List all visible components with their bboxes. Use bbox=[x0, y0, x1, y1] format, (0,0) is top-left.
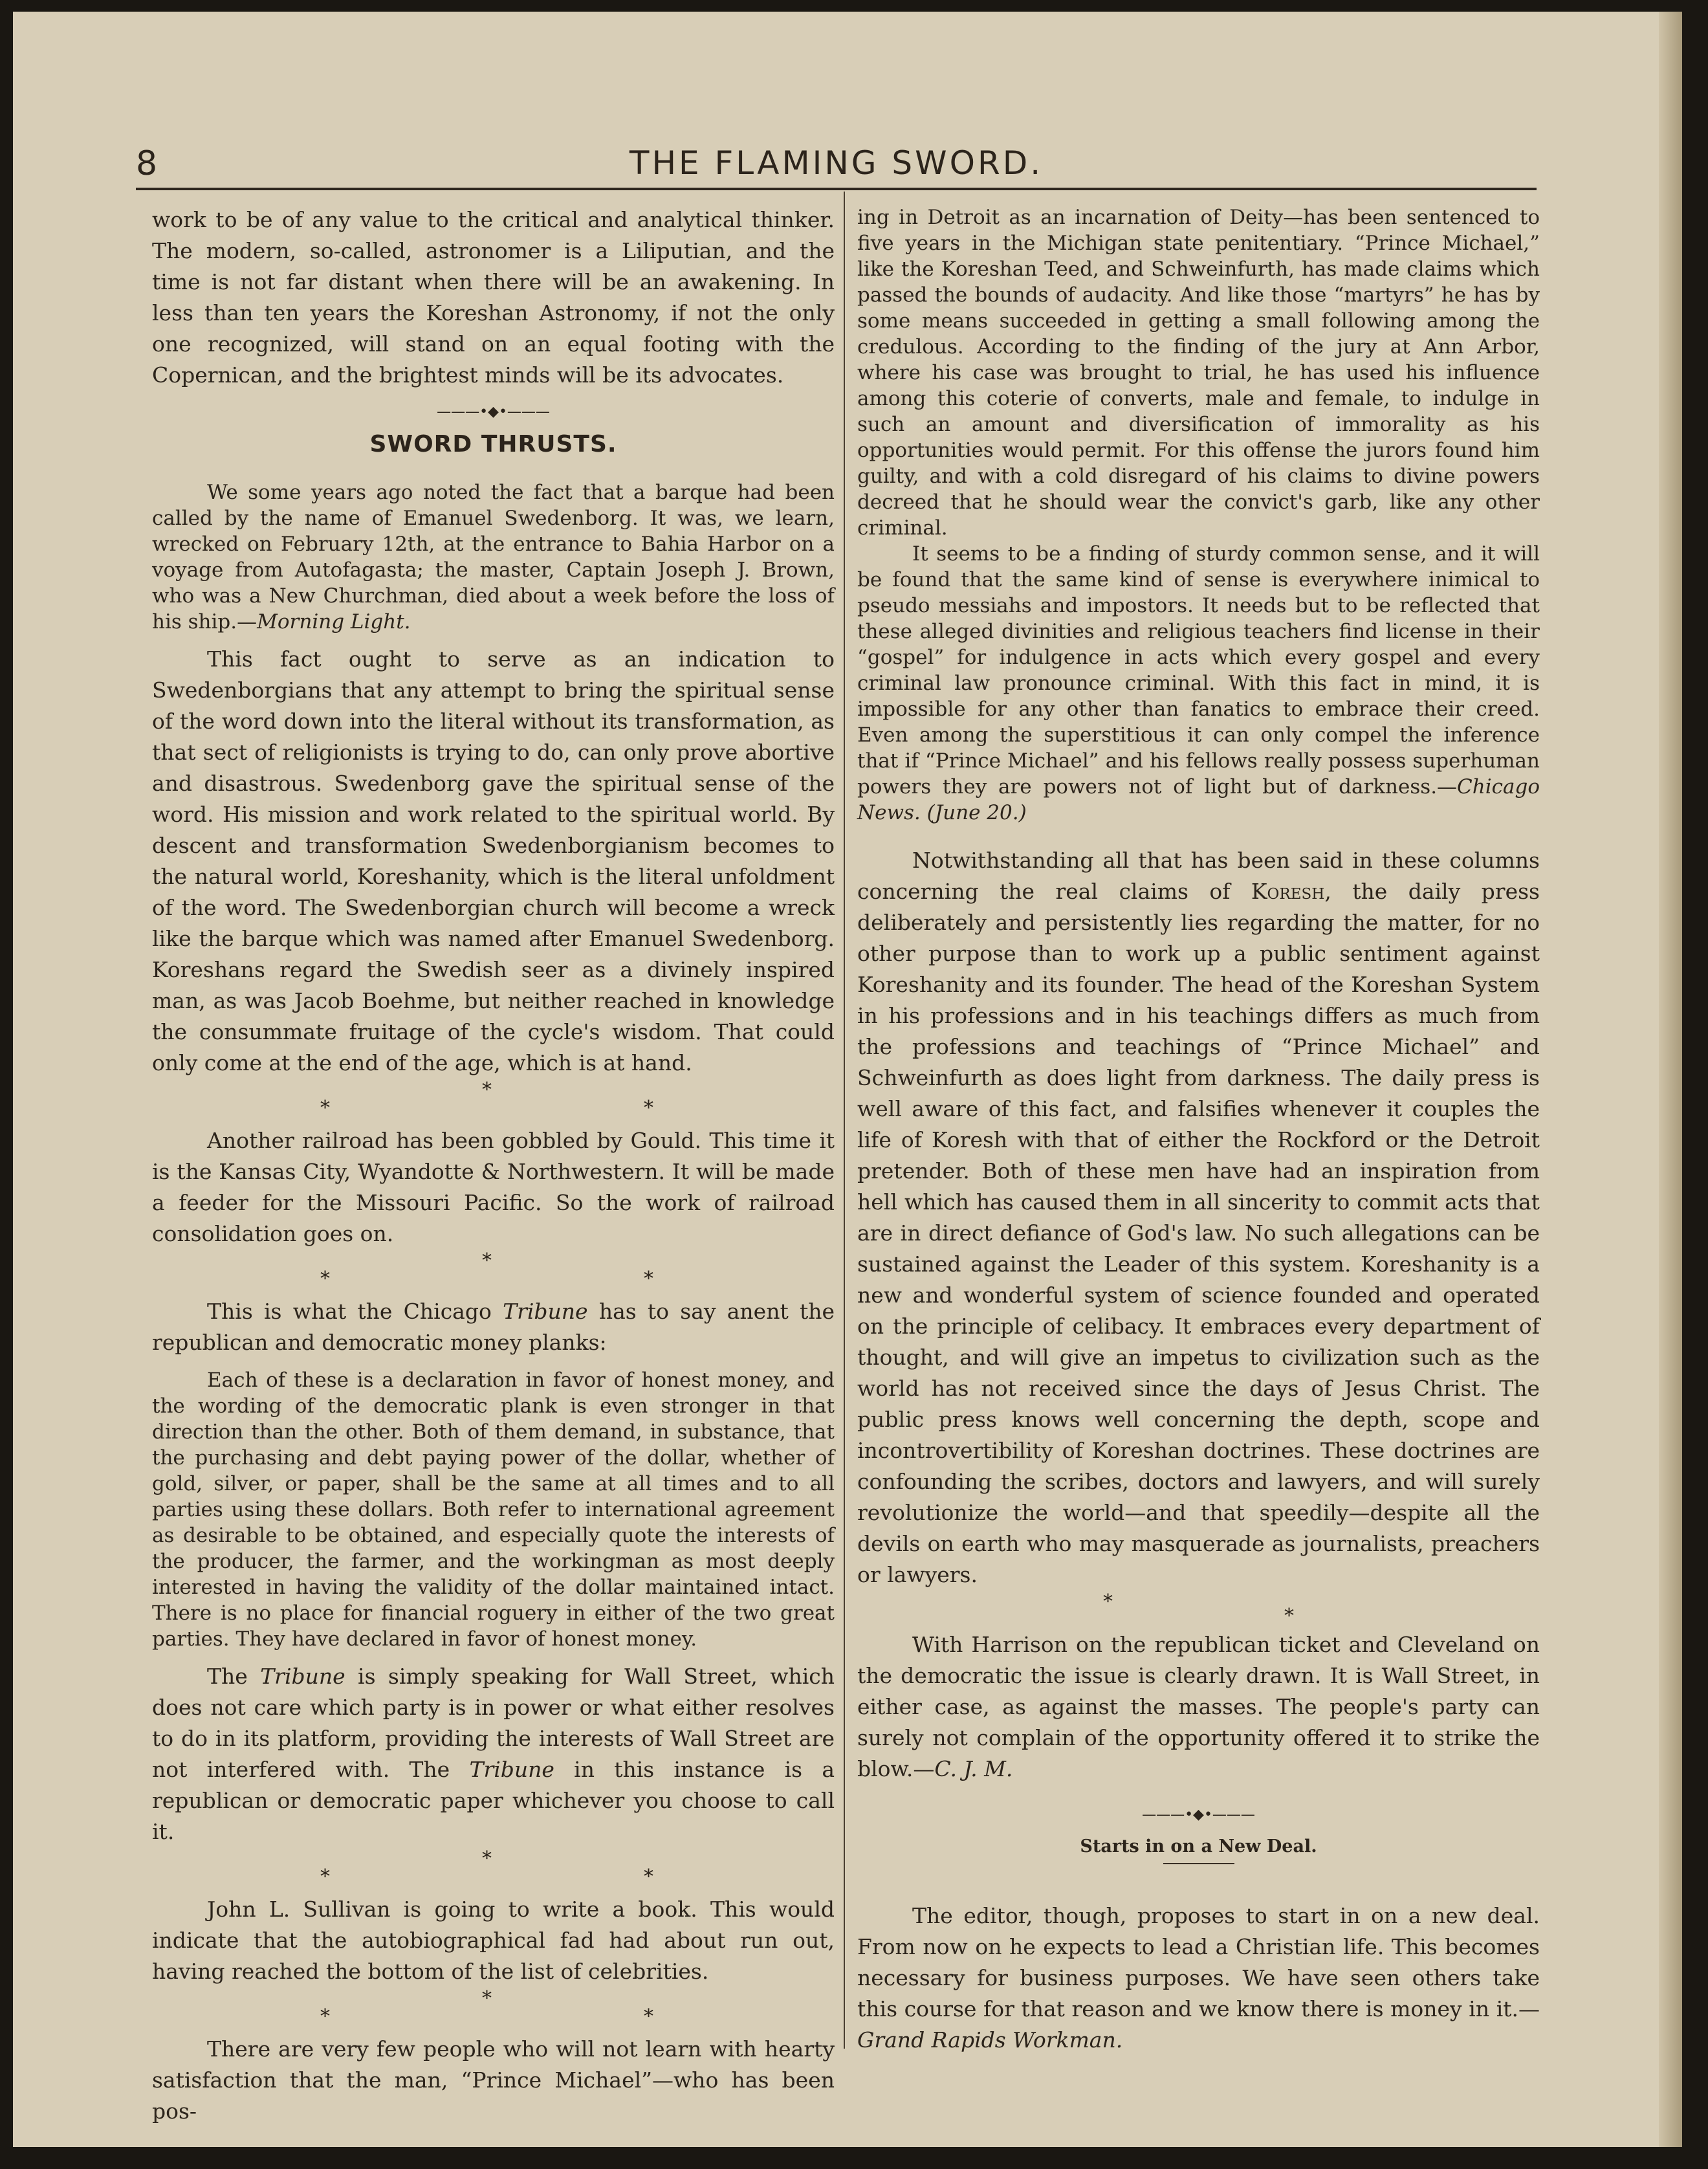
new-deal-heading: Starts in on a New Deal. bbox=[1080, 1836, 1317, 1856]
tribune-intro-paragraph: This is what the Chicago Tribune has to say anent the republican and democratic money planks: bbox=[152, 1299, 835, 1355]
prince-michael-paragraph: There are very few people who will not learn with hearty satisfaction that the man, “Prince Michael”—who has been pos- bbox=[152, 2036, 835, 2124]
quoted-prince-paragraph: ing in Detroit as an incarnation of Deity—has been sentenced to five years in the Michigan state penitentiary. “Prince Michael,” like the Koreshan Teed, and Schweinfurth, has made claims which passed the bounds of audacity. And like those “martyrs” he has by some means succeeded in getting a small following among the credulous. According to the finding of the jury at Ann Arbor, where his case was brought to trial, he has used his influence among this coterie of converts, male and female, to indulge in such an amount and diversification of immorality as his opportunities would permit. For this offense the jurors found him guilty, and with a cold disregard of his claims to divine powers decreed that he should wear the convict's garb, like any other criminal. bbox=[857, 206, 1540, 540]
quoted-barque-paragraph: We some years ago noted the fact that a barque had been called by the name of Emanuel Swedenborg. It was, we learn, wrecked on February 12th, at the entrance to Bahia Harbor on a voyage from Autofagasta; the master, Captain Joseph J. Brown, who was a New Churchman, died about a week before the loss of his ship.—Morning Light. bbox=[152, 481, 835, 633]
source-citation: Grand Rapids Workman. bbox=[857, 2027, 1123, 2053]
sullivan-paragraph: John L. Sullivan is going to write a book. This would indicate that the autobiographical fad had about run out, having reached the bottom of the list of celebrities. bbox=[152, 1897, 835, 1984]
section-stars: * * * bbox=[320, 1847, 653, 1888]
wall-street-paragraph: The Tribune is simply speaking for Wall Street, which does not care which party is in power or what either resolves to do in its platform, providing the interests of Wall Street are not interfered with. The Tribune in this instance is a republican or democratic paper whichever you choose to call it. bbox=[152, 1664, 835, 1844]
railroad-paragraph: Another railroad has been gobbled by Gould. This time it is the Kansas City, Wyandotte & Northwestern. It will be made a feeder for the Missouri Pacific. So the work of railroad consolidation goes on. bbox=[152, 1128, 835, 1246]
page-number: 8 bbox=[136, 144, 158, 183]
scanned-page bbox=[13, 12, 1682, 2147]
section-stars: * * * bbox=[320, 1987, 653, 2028]
harrison-paragraph: With Harrison on the republican ticket and Cleveland on the democratic the issue is clearly drawn. It is Wall Street, in either case, as against the masses. The people's party can surely not complain of the opportunity offered it to strike the blow.—C. J. M. bbox=[857, 1632, 1540, 1781]
running-title: THE FLAMING SWORD. bbox=[629, 144, 1044, 182]
binding-edge bbox=[1659, 12, 1682, 2147]
section-stars: * * bbox=[1103, 1591, 1294, 1627]
heading-rule bbox=[1163, 1863, 1234, 1864]
right-column bbox=[857, 204, 1540, 2056]
swedenborg-paragraph: This fact ought to serve as an indication to Swedenborgians that any attempt to bring the spiritual sense of the word down into the literal without its transformation, as that sect of religionists is trying to do, can only prove abortive and disastrous. Swedenborg gave the spiritual sense of the word. His mission and work related to the spiritual world. By descent and transformation Swedenborgianism becomes to the natural world, Koreshanity, which is the literal unfoldment of the word. The Swedenborgian church will become a wreck like the barque which was named after Emanuel Swedenborg. Koreshans regard the Swedish seer as a divinely inspired man, as was Jacob Boehme, but neither reached in knowledge the consummate fruitage of the cycle's wisdom. That could only come at the end of the age, which is at hand. bbox=[152, 646, 835, 1075]
new-deal-paragraph: The editor, though, proposes to start in on a new deal. From now on he expects to lead a Christian life. This becomes necessary for business purposes. We have seen others take this course for that reason and we know there is money in it.—Grand Rapids Workman. bbox=[857, 1903, 1540, 2053]
section-stars: * * * bbox=[320, 1079, 653, 1119]
section-ornament: ———•◆•——— bbox=[1142, 1807, 1255, 1823]
page-header bbox=[136, 144, 1537, 190]
section-heading: SWORD THRUSTS. bbox=[369, 431, 617, 457]
column-divider bbox=[844, 192, 845, 2049]
author-initials: C. J. M. bbox=[934, 1756, 1013, 1781]
source-citation: Morning Light. bbox=[257, 610, 411, 633]
koresh-paragraph: Notwithstanding all that has been said in these columns concerning the real claims of Koresh, the daily press deliberately and persistently lies regarding the matter, for no other purpose than to work up a public sentiment against Koreshanity and its founder. The head of the Koreshan System in his professions and in his teachings differs as much from the professions and teachings of “Prince Michael” and Schweinfurth as does light from darkness. The daily press is well aware of this fact, and falsifies whenever it couples the life of Koresh with that of either the Rockford or the Detroit pretender. Both of these men have had an inspiration from hell which has caused them in all sincerity to commit acts that are in direct defiance of God's law. No such allegations can be sustained against the Leader of this system. Koreshanity is a new and wonderful system of science founded and operated on the principle of celibacy. It embraces every department of thought, and will give an impetus to civilization such as the world has not received since the days of Jesus Christ. The public press knows well concerning the depth, scope and incontrovertibility of Koreshan doctrines. These doctrines are confounding the scribes, doctors and lawyers, and will surely revolutionize the world—and that speedily—despite all the devils on earth who may masquerade as journalists, preachers or lawyers. bbox=[857, 848, 1540, 1587]
section-ornament: ———•◆•——— bbox=[437, 404, 550, 420]
quoted-common-sense-paragraph: It seems to be a finding of sturdy common sense, and it will be found that the same kind of sense is everywhere inimical to pseudo messiahs and impostors. It needs but to be reflected that these alleged divinities and religious teachers find license in their “gospel” for indulgence in acts which every gospel and every criminal law pronounce criminal. With this fact in mind, it is impossible for any other than fanatics to embrace their creed. Even among the superstitious it can only compel the inference that if “Prince Michael” and his fellows really possess superhuman powers they are powers not of light but of darkness.—Chicago News. (June 20.) bbox=[857, 542, 1540, 824]
source-citation: Chicago News. (June 20.) bbox=[857, 775, 1540, 824]
header-rule bbox=[136, 188, 1537, 190]
intro-paragraph: work to be of any value to the critical and analytical thinker. The modern, so-called, astronomer is a Liliputian, and the time is not far distant when there will be an awakening. In less than ten years the Koreshan Astronomy, if not the only one recognized, will stand on an equal footing with the Copernican, and the brightest minds will be its advocates. bbox=[152, 207, 835, 388]
quoted-planks-paragraph: Each of these is a declaration in favor of honest money, and the wording of the democratic plank is even stronger in that direction than the other. Both of them demand, in substance, that the purchasing and debt paying power of the dollar, whether of gold, silver, or paper, shall be the same at all times and to all parties using these dollars. Both refer to international agreement as desirable to be obtained, and especially quote the interests of the producer, the farmer, and the workingman as most deeply interested in having the validity of the dollar maintained intact. There is no place for financial roguery in either of the two great parties. They have declared in favor of honest money. bbox=[152, 1369, 835, 1651]
section-stars: * * * bbox=[320, 1250, 653, 1290]
left-column bbox=[152, 204, 835, 2127]
